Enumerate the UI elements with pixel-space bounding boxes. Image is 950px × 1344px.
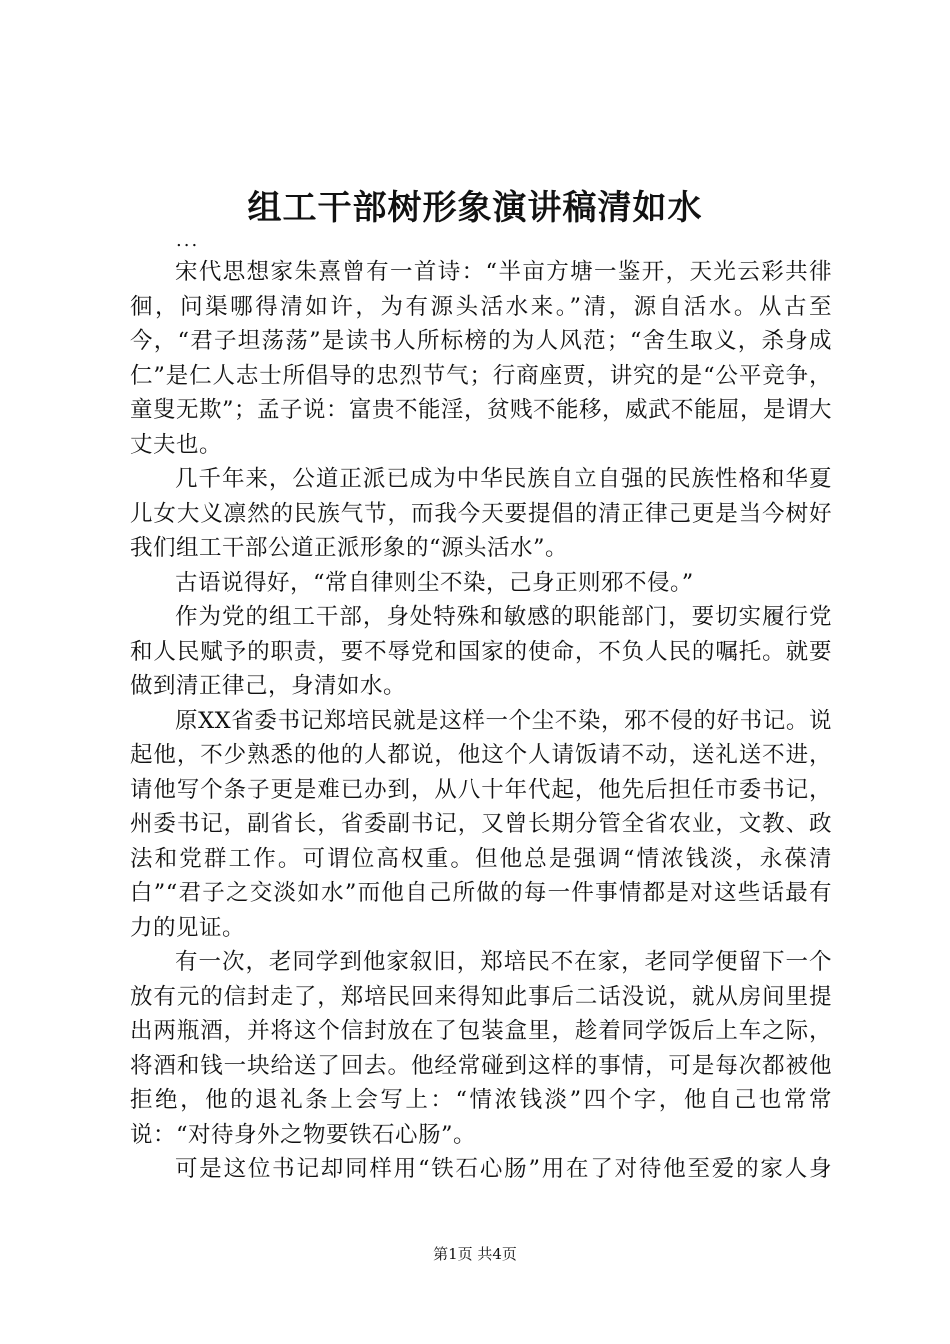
document-body <box>130 255 832 1185</box>
paragraph: 有一次，老同学到他家叙旧，郑培民不在家，老同学便留下一个放有元的信封走了，郑培民回来得知此事后二话没说，就从房间里提出两瓶酒，并将这个信封放在了包装盒里，趁着同学饭后上车之际，将酒和钱一块给送了回去。他经常碰到这样的事情，可是每次都被他拒绝，他的退礼条上会写上：“情浓钱淡”四个字，他自己也常常说：“对待身外之物要铁石心肠”。 <box>130 949 832 1148</box>
page-footer <box>0 1244 950 1264</box>
paragraph: 作为党的组工干部，身处特殊和敏感的职能部门，要切实履行党和人民赋予的职责，要不辱党和国家的使命，不负人民的嘱托。就要做到清正律己，身清如水。 <box>130 604 832 699</box>
paragraph: 几千年来，公道正派已成为中华民族自立自强的民族性格和华夏儿女大义凛然的民族气节，而我今天要提倡的清正律己更是当今树好我们组工干部公道正派形象的“源头活水”。 <box>130 466 832 561</box>
paragraph: 古语说得好，“常自律则尘不染，己身正则邪不侵。” <box>175 569 694 596</box>
page-indicator: 第1页 共4页 <box>433 1245 517 1263</box>
document-title: 组工干部树形象演讲稿清如水 <box>247 188 703 228</box>
paragraph: 可是这位书记却同样用“铁石心肠”用在了对待他至爱的家人身 <box>175 1156 832 1182</box>
ellipsis-marker: ... <box>176 230 200 251</box>
paragraph: 宋代思想家朱熹曾有一首诗：“半亩方塘一鉴开，天光云彩共徘徊，问渠哪得清如许，为有源头活水来。”清，源自活水。从古至今，“君子坦荡荡”是读书人所标榜的为人风范；“舍生取义，杀身成仁”是仁人志士所倡导的忠烈节气；行商座贾，讲究的是“公平竞争，童叟无欺”；孟子说：富贵不能淫，贫贱不能移，威武不能屈，是谓大丈夫也。 <box>130 259 832 458</box>
paragraph: 原XX省委书记郑培民就是这样一个尘不染，邪不侵的好书记。说起他，不少熟悉的他的人都说，他这个人请饭请不动，送礼送不进，请他写个条子更是难已办到，从八十年代起，他先后担任市委书记，州委书记，副省长，省委副书记，又曾长期分管全省农业，文教、政法和党群工作。可谓位高权重。但他总是强调“情浓钱淡，永葆清白”“君子之交淡如水”而他自己所做的每一件事情都是对这些话最有力的见证。 <box>130 707 832 941</box>
